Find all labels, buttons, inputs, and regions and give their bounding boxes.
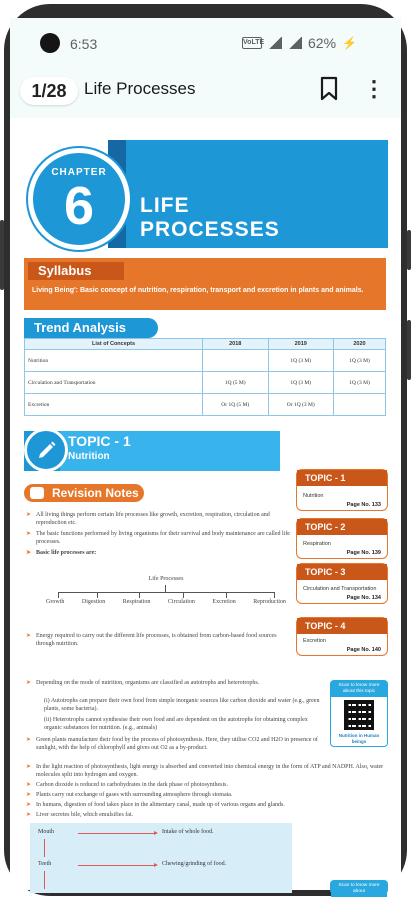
topic-badge (24, 428, 68, 472)
table-header-row (25, 339, 386, 350)
topic-index-name: Excretion (303, 638, 326, 644)
list-item: (i) Autotrophs can prepare their own food from simple inorganic sources like carbon dioxide and water (e.g., green plants, some bacteria). (44, 698, 320, 712)
topic-index-page: Page No. 134 (346, 595, 381, 601)
topic-index-page: Page No. 139 (346, 550, 381, 556)
tree-leaf: Growth (46, 599, 65, 605)
table-cell (334, 394, 386, 416)
tree-connector (58, 592, 274, 593)
page-title: Life Processes (84, 79, 196, 98)
list-item: ➤ The basic functions performed by living organisms for their survival and body maintenance are called life processes. (36, 531, 292, 546)
trend-analysis-heading: Trend Analysis (24, 318, 158, 338)
table-header: 2018 (203, 339, 269, 350)
notes-icon (30, 487, 44, 499)
list-item: ➤ Plants carry out exchange of gases with surrounding atmosphere through stomata. (36, 792, 388, 800)
list-item: ➤ In humans, digestion of food takes place in the alimentary canal, made up of various organs and glands. (36, 802, 388, 810)
table-cell: 1Q (3 M) (334, 350, 386, 372)
list-item: ➤ Green plants manufacture their food by the process of photosynthesis. Here, they utilise CO2 and H2O in presence of sunlight, with the help of chlorophyll and gives out O2 as a by-product. (36, 737, 326, 752)
list-item: ➤ Depending on the mode of nutrition, organisms are classified as autotrophs and heterotrophs. (36, 680, 326, 688)
topic-index-page: Page No. 133 (346, 502, 381, 508)
topic-index-card[interactable] (296, 469, 388, 511)
tree-connector (165, 585, 166, 592)
qr-code-icon (344, 700, 374, 730)
tree-connector (183, 592, 184, 598)
topic-index-heading: TOPIC - 1 (297, 470, 387, 486)
flow-arrow-icon (78, 865, 156, 866)
list-item: ➤ Carbon dioxide is reduced to carbohydrates in the dark phase of photosynthesis. (36, 782, 388, 790)
list-item: ➤ Liver secretes bile, which emulsifies fat. (36, 812, 388, 820)
table-row (25, 372, 386, 394)
topic-heading: TOPIC - 1 (68, 433, 131, 449)
topic-index-heading: TOPIC - 3 (297, 564, 387, 580)
tree-leaf: Circulation (167, 599, 195, 605)
signal-icon (268, 37, 282, 49)
topic-index-name: Respiration (303, 541, 331, 547)
qr-card[interactable] (330, 880, 388, 894)
table-cell (203, 350, 269, 372)
battery-percent: 62% (308, 35, 337, 51)
flow-down-arrow-icon (44, 871, 45, 889)
flow-arrow-icon (78, 833, 156, 834)
tree-connector (274, 592, 275, 598)
table-cell: Nutrition (25, 350, 203, 372)
table-header: 2019 (268, 339, 334, 350)
tree-connector (58, 592, 59, 598)
status-time: 6:53 (70, 36, 98, 52)
syllabus-text: Living Being': Basic concept of nutrition, respiration, transport and excretion in plants and animals. (32, 287, 364, 294)
qr-topic-name: Nutrition in Human beings (338, 733, 380, 744)
revision-notes-heading: Revision Notes (24, 484, 144, 502)
tree-connector (97, 592, 98, 598)
status-icons (242, 35, 357, 51)
screen (10, 18, 401, 894)
table-cell: Circulation and Transportation (25, 372, 203, 394)
chapter-badge (28, 148, 130, 250)
topic-index-heading: TOPIC - 2 (297, 519, 387, 535)
front-camera (40, 33, 60, 53)
flow-organ: Mouth (38, 829, 55, 835)
flow-action: Intake of whole food. (162, 829, 214, 835)
side-button (407, 320, 411, 380)
flow-down-arrow-icon (44, 839, 45, 857)
list-item: ➤ Energy required to carry out the different life processes, is obtained from carbon-based food sources through nutrition. (36, 633, 292, 648)
digestion-flowchart (30, 823, 292, 893)
tree-leaf: Reproduction (253, 599, 286, 605)
flow-organ: Teeth (38, 861, 52, 867)
chapter-number: 6 (63, 176, 95, 236)
table-row (25, 350, 386, 372)
syllabus-heading: Syllabus (28, 262, 124, 280)
table-cell: 1Q (3 M) (334, 372, 386, 394)
tree-leaf: Digestion (81, 599, 106, 605)
list-item: ➤ All living things perform certain life processes like growth, excretion, respiration, circulation and reproduction etc. (36, 512, 292, 527)
signal-2-icon (288, 37, 302, 49)
topic-index-card[interactable] (296, 518, 388, 559)
topic-index-card[interactable] (296, 617, 388, 656)
tree-leaves (46, 599, 286, 607)
topic-index-name: Circulation and Transportation (303, 586, 377, 592)
list-item: ➤ Basic life processes are: (36, 550, 292, 558)
tree-connector (139, 592, 140, 598)
qr-caption: Scan to know more about (331, 881, 387, 897)
table-header: 2020 (334, 339, 386, 350)
more-vert-icon[interactable]: ⋮ (363, 76, 385, 101)
power-button (407, 230, 411, 270)
topic-index-heading: TOPIC - 4 (297, 618, 387, 634)
table-cell: Excretion (25, 394, 203, 416)
volte-icon: VoLTE (242, 37, 262, 49)
tree-leaf: Respiration (122, 599, 151, 605)
chapter-title-line1: LIFE (140, 194, 190, 217)
list-item: (ii) Heterotrophs cannot synthesise their own food and are dependent on the autotrophs for obtaining complex organic substances for nutrition. (e.g., animals) (44, 717, 308, 731)
pencil-icon (37, 439, 57, 459)
app-bar (10, 62, 401, 118)
table-cell: Or 1Q (5 M) (203, 394, 269, 416)
tree-connector (226, 592, 227, 598)
topic-index-card[interactable] (296, 563, 388, 604)
table-header: List of Concepts (25, 339, 203, 350)
tree-leaf: Excretion (212, 599, 236, 605)
qr-caption: Scan to know more about this topic (331, 681, 387, 697)
topic-index-name: Nutrition (303, 493, 324, 499)
trend-table (24, 338, 386, 416)
status-bar (10, 18, 401, 62)
volume-button (0, 220, 4, 290)
list-item: ➤ In the light reaction of photosynthesis, light energy is absorbed and converted into chemical energy in the form of ATP and NADPH. Also, water molecules split into hydrogen and oxygen. (36, 764, 388, 779)
chapter-label: CHAPTER (51, 167, 107, 178)
topic-subtitle: Nutrition (68, 451, 110, 462)
table-cell: 1Q (3 M) (268, 372, 334, 394)
page-counter[interactable]: 1/28 (20, 77, 78, 105)
table-cell: 1Q (3 M) (268, 350, 334, 372)
table-cell: 1Q (5 M) (203, 372, 269, 394)
qr-card[interactable] (330, 680, 388, 747)
charging-icon: ⚡ (342, 36, 357, 50)
chapter-title-line2: PROCESSES (140, 218, 280, 241)
table-row (25, 394, 386, 416)
tree-root: Life Processes (148, 576, 184, 582)
life-processes-tree (46, 576, 286, 616)
topic-index-page: Page No. 140 (346, 647, 381, 653)
flow-action: Chewing/grinding of food. (162, 861, 227, 867)
table-cell: Or 1Q (3 M) (268, 394, 334, 416)
bookmark-icon[interactable] (318, 76, 340, 102)
document-page[interactable] (10, 118, 401, 894)
